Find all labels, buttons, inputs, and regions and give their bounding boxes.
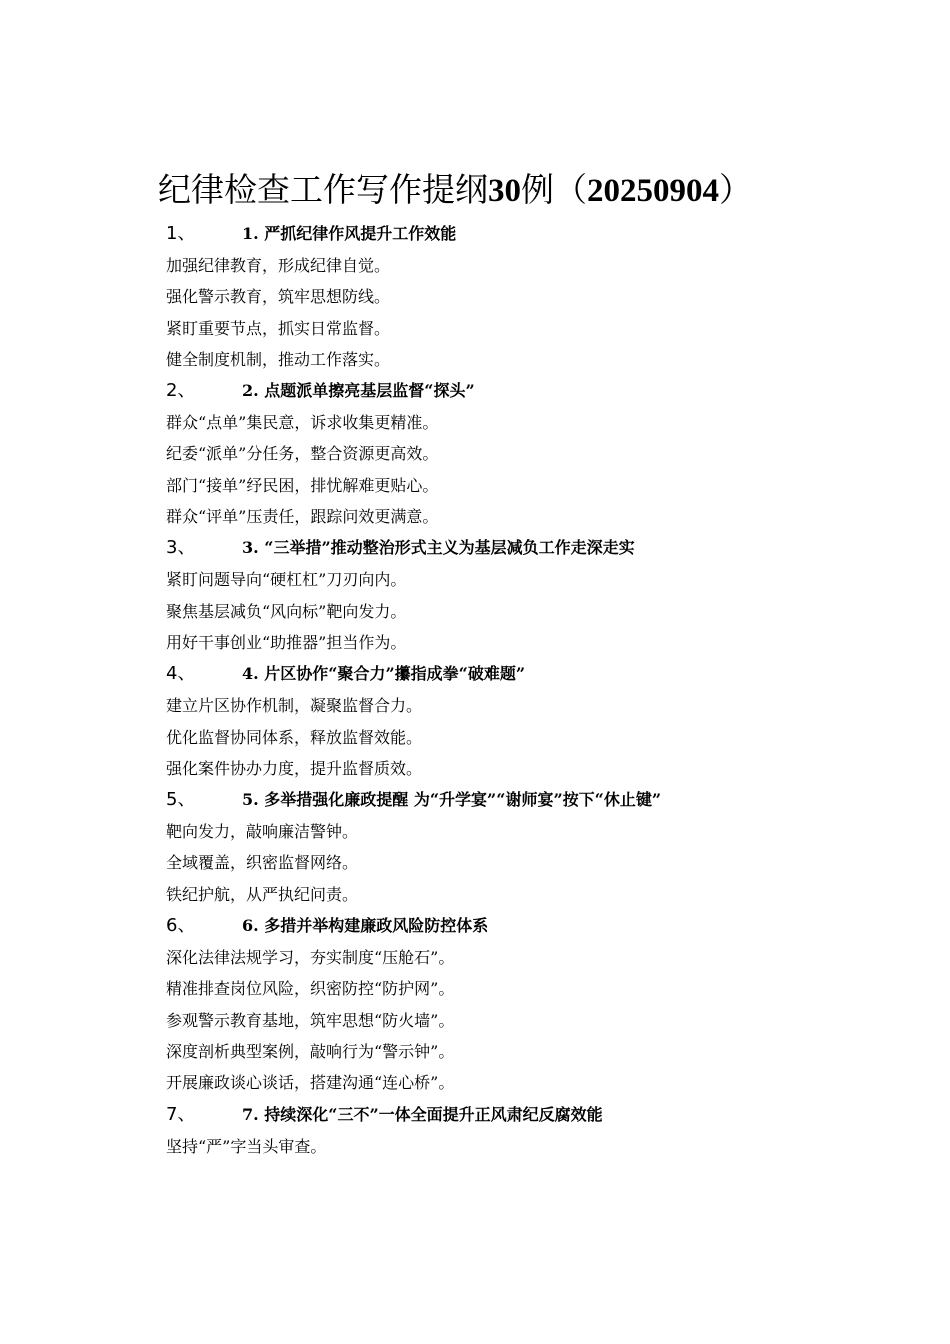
section-marker: 5、 bbox=[166, 789, 196, 811]
section-title: 3. “三举措”推动整治形式主义为基层减负工作走深走实 bbox=[242, 538, 635, 558]
title-text: 纪律检查工作写作提纲 bbox=[158, 170, 488, 209]
outline-point: 健全制度机制，推动工作落实。 bbox=[166, 349, 391, 369]
section-heading bbox=[166, 532, 866, 564]
section-marker: 4、 bbox=[166, 663, 196, 685]
section-marker: 7、 bbox=[166, 1103, 196, 1125]
section-title: 5. 多举措强化廉政提醒 为“升学宴”“谢师宴”按下“休止键” bbox=[242, 790, 662, 810]
outline-point: 优化监督协同体系，释放监督效能。 bbox=[166, 727, 423, 747]
title-suffix: 例（ bbox=[521, 170, 587, 209]
outline-point: 深化法律法规学习，夯实制度“压舱石”。 bbox=[166, 948, 455, 968]
outline-point: 精准排查岗位风险，织密防控“防护网”。 bbox=[166, 979, 455, 999]
title-close: ） bbox=[719, 170, 752, 209]
outline-point: 强化案件协办力度，提升监督质效。 bbox=[166, 758, 423, 778]
section-marker: 1、 bbox=[166, 223, 196, 244]
section-heading bbox=[166, 784, 866, 816]
section-heading bbox=[166, 1099, 866, 1131]
outline-point: 群众“点单”集民意，诉求收集更精准。 bbox=[166, 413, 439, 433]
outline-point: 坚持“严”字当头审查。 bbox=[166, 1136, 327, 1156]
outline-point: 强化警示教育，筑牢思想防线。 bbox=[166, 287, 391, 307]
outline-point: 用好干事创业“助推器”担当作为。 bbox=[166, 632, 407, 652]
outline-point: 开展廉政谈心谈话，搭建沟通“连心桥”。 bbox=[166, 1073, 455, 1093]
outline-point: 纪委“派单”分任务，整合资源更高效。 bbox=[166, 444, 439, 464]
section-heading bbox=[166, 910, 866, 942]
section-title: 1. 严抓纪律作风提升工作效能 bbox=[242, 224, 457, 243]
section-title: 2. 点题派单擦亮基层监督“探头” bbox=[242, 381, 475, 401]
outline-point: 靶向发力，敲响廉洁警钟。 bbox=[166, 822, 359, 842]
title-number: 30 bbox=[488, 173, 521, 209]
outline-point: 参观警示教育基地，筑牢思想“防火墙”。 bbox=[166, 1010, 455, 1030]
outline-point: 紧盯重要节点，抓实日常监督。 bbox=[166, 318, 391, 338]
outline-point: 铁纪护航，从严执纪问责。 bbox=[166, 884, 359, 904]
section-heading bbox=[166, 375, 866, 407]
section-title: 7. 持续深化“三不”一体全面提升正风肃纪反腐效能 bbox=[242, 1104, 603, 1124]
document-title bbox=[158, 166, 878, 215]
outline-point: 加强纪律教育，形成纪律自觉。 bbox=[166, 256, 391, 275]
outline-point: 群众“评单”压责任，跟踪问效更满意。 bbox=[166, 507, 439, 527]
outline-point: 建立片区协作机制，凝聚监督合力。 bbox=[166, 696, 423, 716]
outline-point: 深度剖析典型案例，敲响行为“警示钟”。 bbox=[166, 1041, 455, 1061]
outline-point: 紧盯问题导向“硬杠杠”刀刃向内。 bbox=[166, 570, 407, 590]
outline-point: 聚焦基层减负“风向标”靶向发力。 bbox=[166, 601, 407, 621]
section-marker: 2、 bbox=[166, 380, 196, 402]
outline-point: 全域覆盖，织密监督网络。 bbox=[166, 853, 359, 873]
section-title: 6. 多措并举构建廉政风险防控体系 bbox=[242, 916, 489, 936]
section-heading bbox=[166, 218, 866, 250]
title-date: 20250904 bbox=[587, 173, 719, 209]
section-marker: 3、 bbox=[166, 537, 196, 559]
section-marker: 6、 bbox=[166, 915, 196, 937]
section-heading bbox=[166, 658, 866, 690]
outline-point: 部门“接单”纾民困，排忧解难更贴心。 bbox=[166, 475, 439, 495]
section-title: 4. 片区协作“聚合力”攥指成拳“破难题” bbox=[242, 664, 526, 684]
outline-list bbox=[166, 218, 866, 1162]
